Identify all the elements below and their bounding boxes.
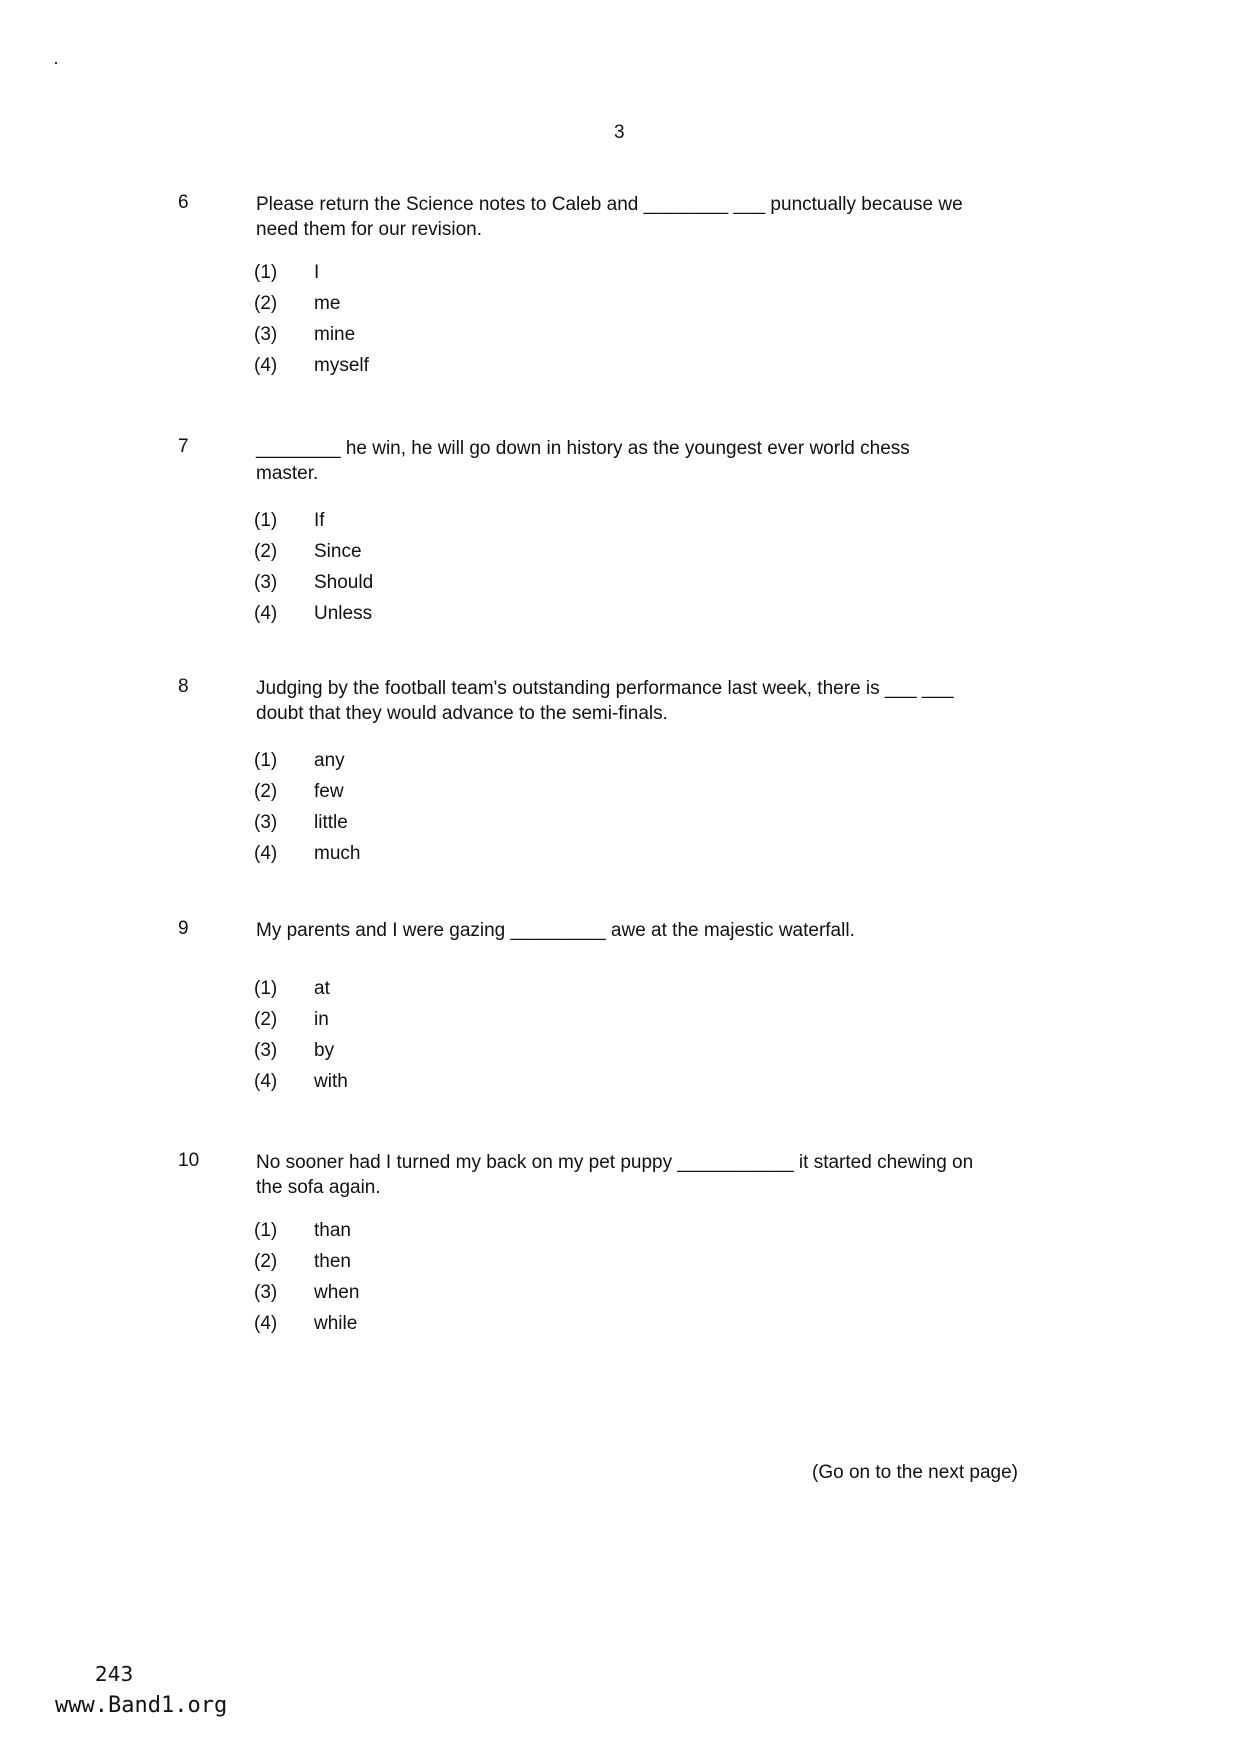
option-text: any [314,750,345,771]
question-text: Please return the Science notes to Caleb and ________ ___ punctually because we need them for our revision. [256,194,963,240]
option-number: (2) [254,1009,278,1030]
option-number: (2) [254,1251,278,1272]
option-text: Since [314,541,362,562]
option-number: (1) [254,510,278,531]
question-number: 8 [178,676,189,697]
question-text: ________ he win, he will go down in history as the youngest ever world chess master. [256,438,910,484]
question-text: No sooner had I turned my back on my pet puppy ___________ it started chewing on the sofa again. [256,1152,974,1198]
page-number: 3 [614,122,625,143]
option-number: (3) [254,812,278,833]
option-text: then [314,1251,351,1272]
option-text: me [314,293,341,314]
option-number: (2) [254,781,278,802]
option-text: in [314,1009,329,1030]
option-number: (3) [254,572,278,593]
sheet-number: 243 [95,1662,134,1686]
option-text: at [314,978,330,999]
option-number: (3) [254,324,278,345]
option-number: (1) [254,1220,278,1241]
option-number: (2) [254,293,278,314]
option-text: mine [314,324,356,345]
option-text: Unless [314,603,373,624]
option-text: If [314,510,325,531]
option-text: I [314,262,320,283]
option-number: (1) [254,262,278,283]
option-number: (2) [254,541,278,562]
question-number: 10 [178,1150,200,1171]
question-text: Judging by the football team's outstanding performance last week, there is ___ ___ doubt that they would advance to the semi-finals. [256,678,954,724]
option-text: with [314,1071,348,1092]
option-number: (4) [254,355,278,376]
question-text: My parents and I were gazing _________ awe at the majestic waterfall. [256,920,855,941]
question-number: 7 [178,436,189,457]
question-number: 9 [178,918,189,939]
option-text: little [314,812,348,833]
option-number: (1) [254,750,278,771]
option-number: (4) [254,603,278,624]
option-number: (1) [254,978,278,999]
option-text: by [314,1040,335,1061]
next-page-note: (Go on to the next page) [812,1462,1018,1483]
option-number: (4) [254,843,278,864]
option-text: than [314,1220,351,1241]
option-text: Should [314,572,374,593]
option-text: myself [314,355,369,376]
option-text: while [314,1313,358,1334]
option-number: (4) [254,1071,278,1092]
option-text: few [314,781,344,802]
website-url: www.Band1.org [55,1693,228,1718]
option-number: (3) [254,1040,278,1061]
option-number: (4) [254,1313,278,1334]
option-text: when [314,1282,360,1303]
scan-speck [55,62,57,64]
option-text: much [314,843,361,864]
question-number: 6 [178,192,189,213]
option-number: (3) [254,1282,278,1303]
